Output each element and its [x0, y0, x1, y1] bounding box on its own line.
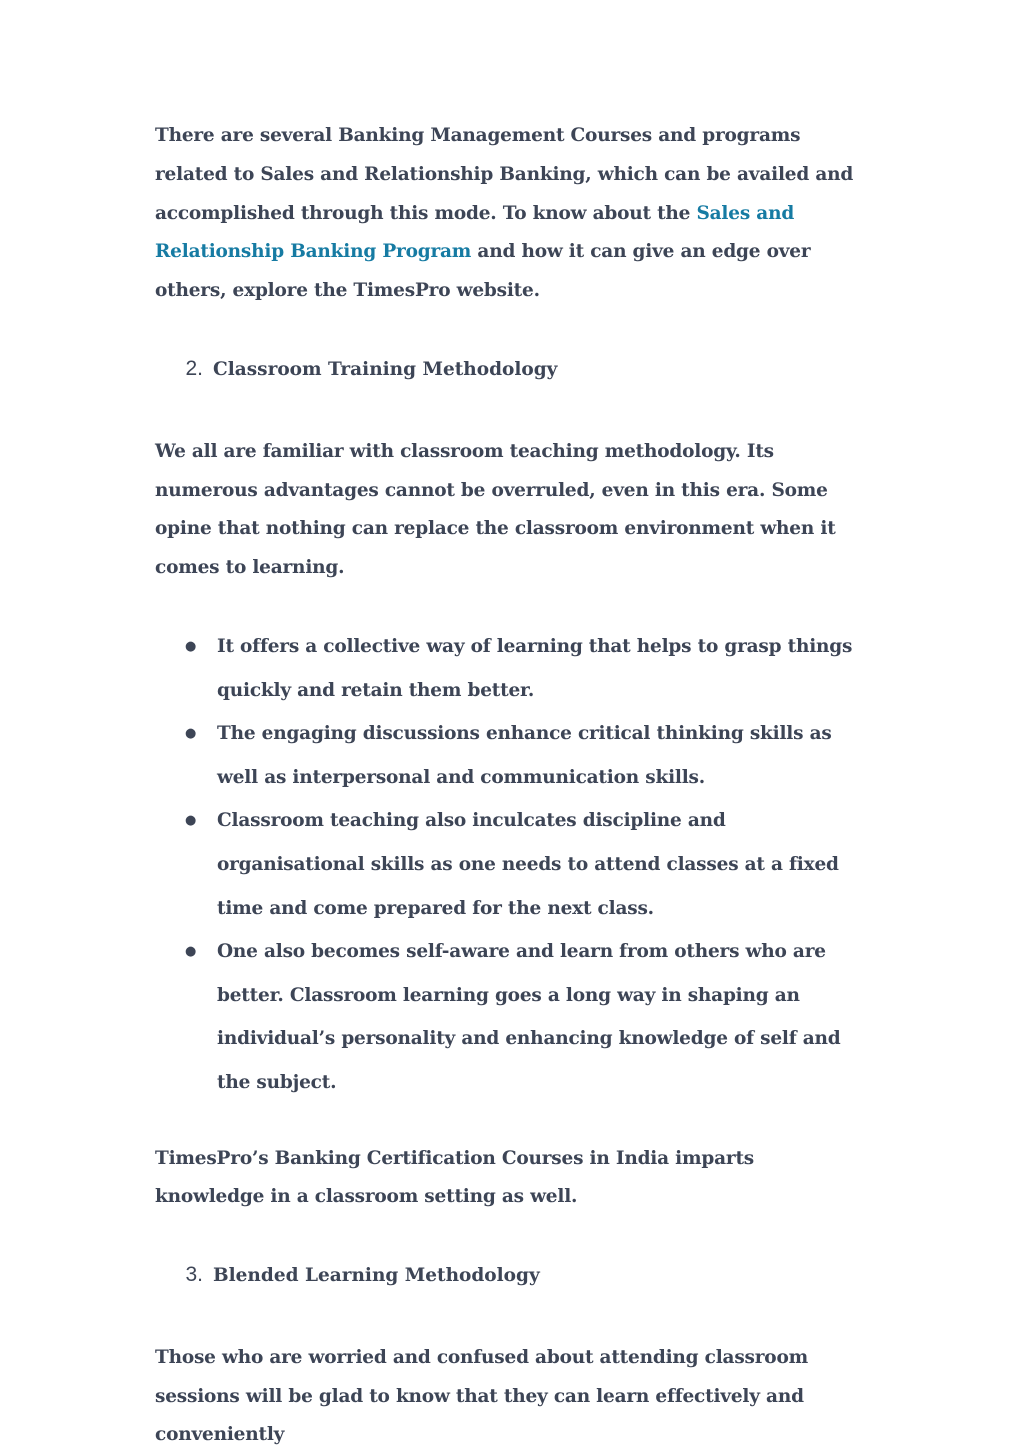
bullet-icon: ● — [185, 726, 197, 742]
section-3-paragraph: Those who are worried and confused about attending classroom sessions will be glad to know that they can learn effectively and conveniently — [155, 1346, 808, 1446]
bullet-icon: ● — [185, 813, 197, 829]
section-2-title: Classroom Training Methodology — [213, 358, 558, 380]
document-page — [155, 117, 865, 1455]
list-item — [155, 712, 865, 799]
bullet-icon: ● — [185, 944, 197, 960]
bullet-icon: ● — [185, 638, 197, 654]
intro-text-after-link: and how it can give an edge over others, explore the TimesPro website. — [155, 241, 811, 302]
section-3-number: 3. — [185, 1263, 203, 1287]
list-item — [155, 625, 865, 712]
section-3-title: Blended Learning Methodology — [213, 1265, 540, 1287]
list-item — [155, 799, 865, 930]
sales-relationship-banking-program-link[interactable]: Sales and Relationship Banking Program — [155, 202, 795, 263]
section-2-closing-paragraph: TimesPro’s Banking Certification Courses in India imparts knowledge in a classroom setting as well. — [155, 1147, 755, 1208]
list-item-text: Classroom teaching also inculcates discipline and organisational skills as one needs to attend classes at a fixed time and come prepared for the next class. — [217, 810, 839, 919]
section-2-paragraph: We all are familiar with classroom teaching methodology. Its numerous advantages cannot be overruled, even in this era. Some opine that nothing can replace the classroom environment when it comes to learning. — [155, 440, 836, 579]
list-item-text: The engaging discussions enhance critical thinking skills as well as interpersonal and communication skills. — [217, 723, 832, 788]
advantages-list — [155, 625, 865, 1105]
section-2-heading — [155, 350, 865, 390]
intro-paragraph — [155, 117, 865, 311]
list-item-text: It offers a collective way of learning that helps to grasp things quickly and retain them better. — [217, 635, 853, 701]
list-item — [155, 930, 865, 1104]
section-3-heading — [155, 1256, 865, 1296]
intro-text-before-link: There are several Banking Management Courses and programs related to Sales and Relationship Banking, which can be availed and accomplished through this mode. To know about the — [155, 125, 854, 224]
section-2-number: 2. — [185, 356, 203, 380]
list-item-text: One also becomes self-aware and learn from others who are better. Classroom learning goes a long way in shaping an individual’s personality and enhancing knowledge of self and the subject. — [217, 941, 841, 1093]
